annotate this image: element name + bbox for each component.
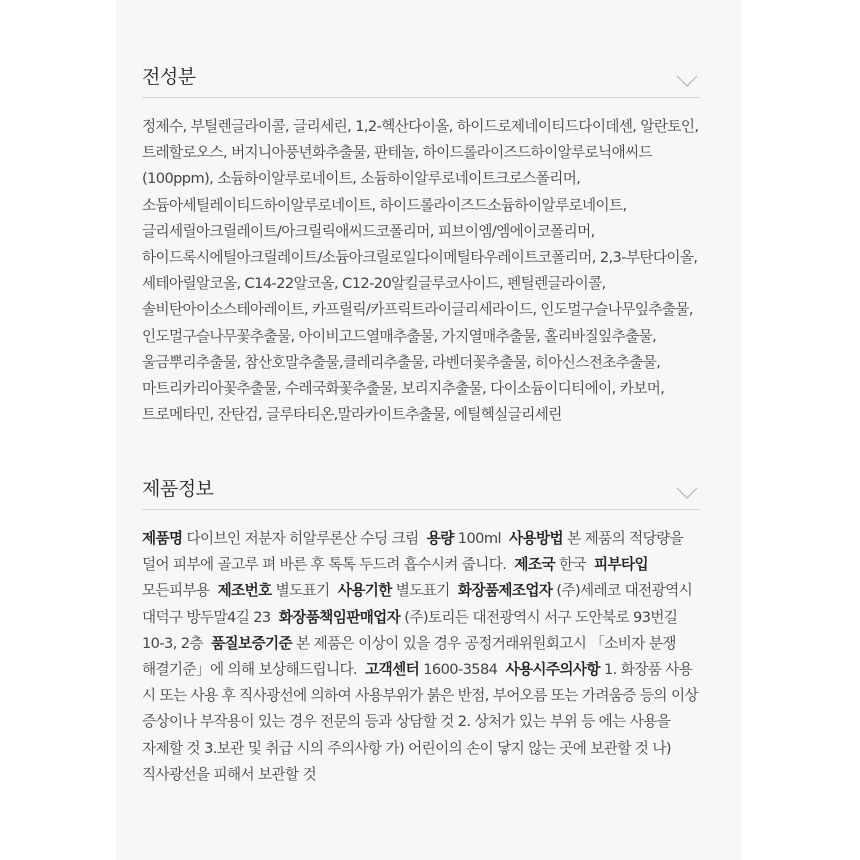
- field-label-skin-type: 피부타입: [594, 556, 649, 574]
- ingredients-list: 정제수, 부틸렌글라이콜, 글리세린, 1,2-헥산다이올, 하이드로제네이티드다이데센, 알란토인, 트레할로오스, 버지니아풍년화추출물, 판테놀, 하이드롤라이즈드하이알루로닉애씨드(100ppm), 소듐하이알루로네이트, 소듐하이알루로네이트크로스폴리머, 소듐아세틸레이티드하이알루로네이트, 하이드롤라이즈드소듐하이알루로네이트, 글리세릴아크릴레이트/아크릴릭애씨드코폴리머, 피브이엠/엠에이코폴리머, 하이드록시에틸아크릴레이트/소듐아크릴로일다이메틸타우레이트코폴리머, 2,3-부탄다이올, 세테아릴알코올, C14-22알코올, C12-20알킬글루코사이드, 펜틸렌글라이콜, 솔비탄아이소스테아레이트, 카프릴릭/카프릭트라이글리세라이드, 인도멀구슬나무잎추출물, 인도멀구슬나무꽃추출물, 아이비고드열매추출물, 가지열매추출물, 홀리바질잎추출물, 울금뿌리추출물, 참산호말추출물,클레리추출물, 라벤더꽃추출물, 히아신스전초추출물, 마트리카리아꽃추출물, 수레국화꽃추출물, 보리지추출물, 다이소듐이디티에이, 카보머, 트로메타민, 잔탄검, 글루타티온,말라카이트추출물, 에틸헥실글리세린: [142, 118, 699, 424]
- product-info-section: [142, 469, 700, 788]
- field-label-country: 제조국: [514, 556, 555, 574]
- product-info-title: 제품정보: [142, 478, 214, 500]
- field-label-manufacturer: 화장품제조업자: [457, 582, 553, 600]
- ingredients-title: 전성분: [142, 66, 196, 88]
- field-value-quality-standard: 본 제품은 이상이 있을 경우 공정거래위원회고시 「소비자 분쟁 해결기준」에 의해 보상해드립니다.: [142, 634, 676, 679]
- product-info-body: [142, 526, 700, 788]
- field-label-customer-center: 고객센터: [365, 661, 420, 679]
- field-value-skin-type: 모든피부용: [142, 582, 210, 600]
- field-label-quality-standard: 품질보증기준: [211, 634, 293, 652]
- field-value-distributor: (주)토리든 대전광역시 서구 도안북로 93번길 10-3, 2층: [142, 608, 678, 652]
- field-label-product-name: 제품명: [142, 530, 183, 547]
- chevron-down-icon[interactable]: [676, 75, 698, 87]
- field-value-manufacturer: (주)세레코 대전광역시 대덕구 방두말4길 23: [142, 582, 693, 626]
- field-label-batch-number: 제조번호: [217, 582, 272, 600]
- field-value-batch-number: 별도표기: [275, 582, 330, 600]
- ingredients-accordion-header[interactable]: [142, 57, 700, 98]
- field-label-precautions: 사용시주의사항: [505, 661, 600, 679]
- product-info-accordion-header[interactable]: [142, 469, 700, 510]
- field-value-customer-center: 1600-3584: [423, 661, 498, 679]
- field-label-volume: 용량: [426, 530, 454, 547]
- field-label-expiry: 사용기한: [337, 582, 392, 600]
- field-value-precautions: 1. 화장품 사용 시 또는 사용 후 직사광선에 의하여 사용부위가 붉은 반점, 부어오름 또는 가려움증 등의 이상 증상이나 부작용이 있는 경우 전문의 등과 상담할 것 2. 상처가 있는 부위 등 에는 사용을 자제할 것 3.보관 및 취급 시의 주의사항 가) 어린이의 손이 닿지 않는 곳에 보관할 것 나) 직사광선을 피해서 보관할 것: [142, 661, 698, 783]
- field-value-volume: 100ml: [457, 530, 501, 547]
- product-detail-panel: [116, 0, 742, 860]
- chevron-down-icon[interactable]: [676, 487, 698, 499]
- field-value-usage: 본 제품의 적당량을 덜어 피부에 골고루 펴 바른 후 톡톡 두드려 흡수시켜 줍니다.: [142, 530, 684, 574]
- ingredients-section: [142, 57, 700, 428]
- field-label-distributor: 화장품책임판매업자: [278, 608, 401, 626]
- field-label-usage: 사용방법: [509, 530, 564, 547]
- field-value-expiry: 별도표기: [395, 582, 450, 600]
- field-value-product-name: 다이브인 저분자 히알루론산 수딩 크림: [186, 530, 419, 547]
- field-value-country: 한국: [558, 556, 586, 574]
